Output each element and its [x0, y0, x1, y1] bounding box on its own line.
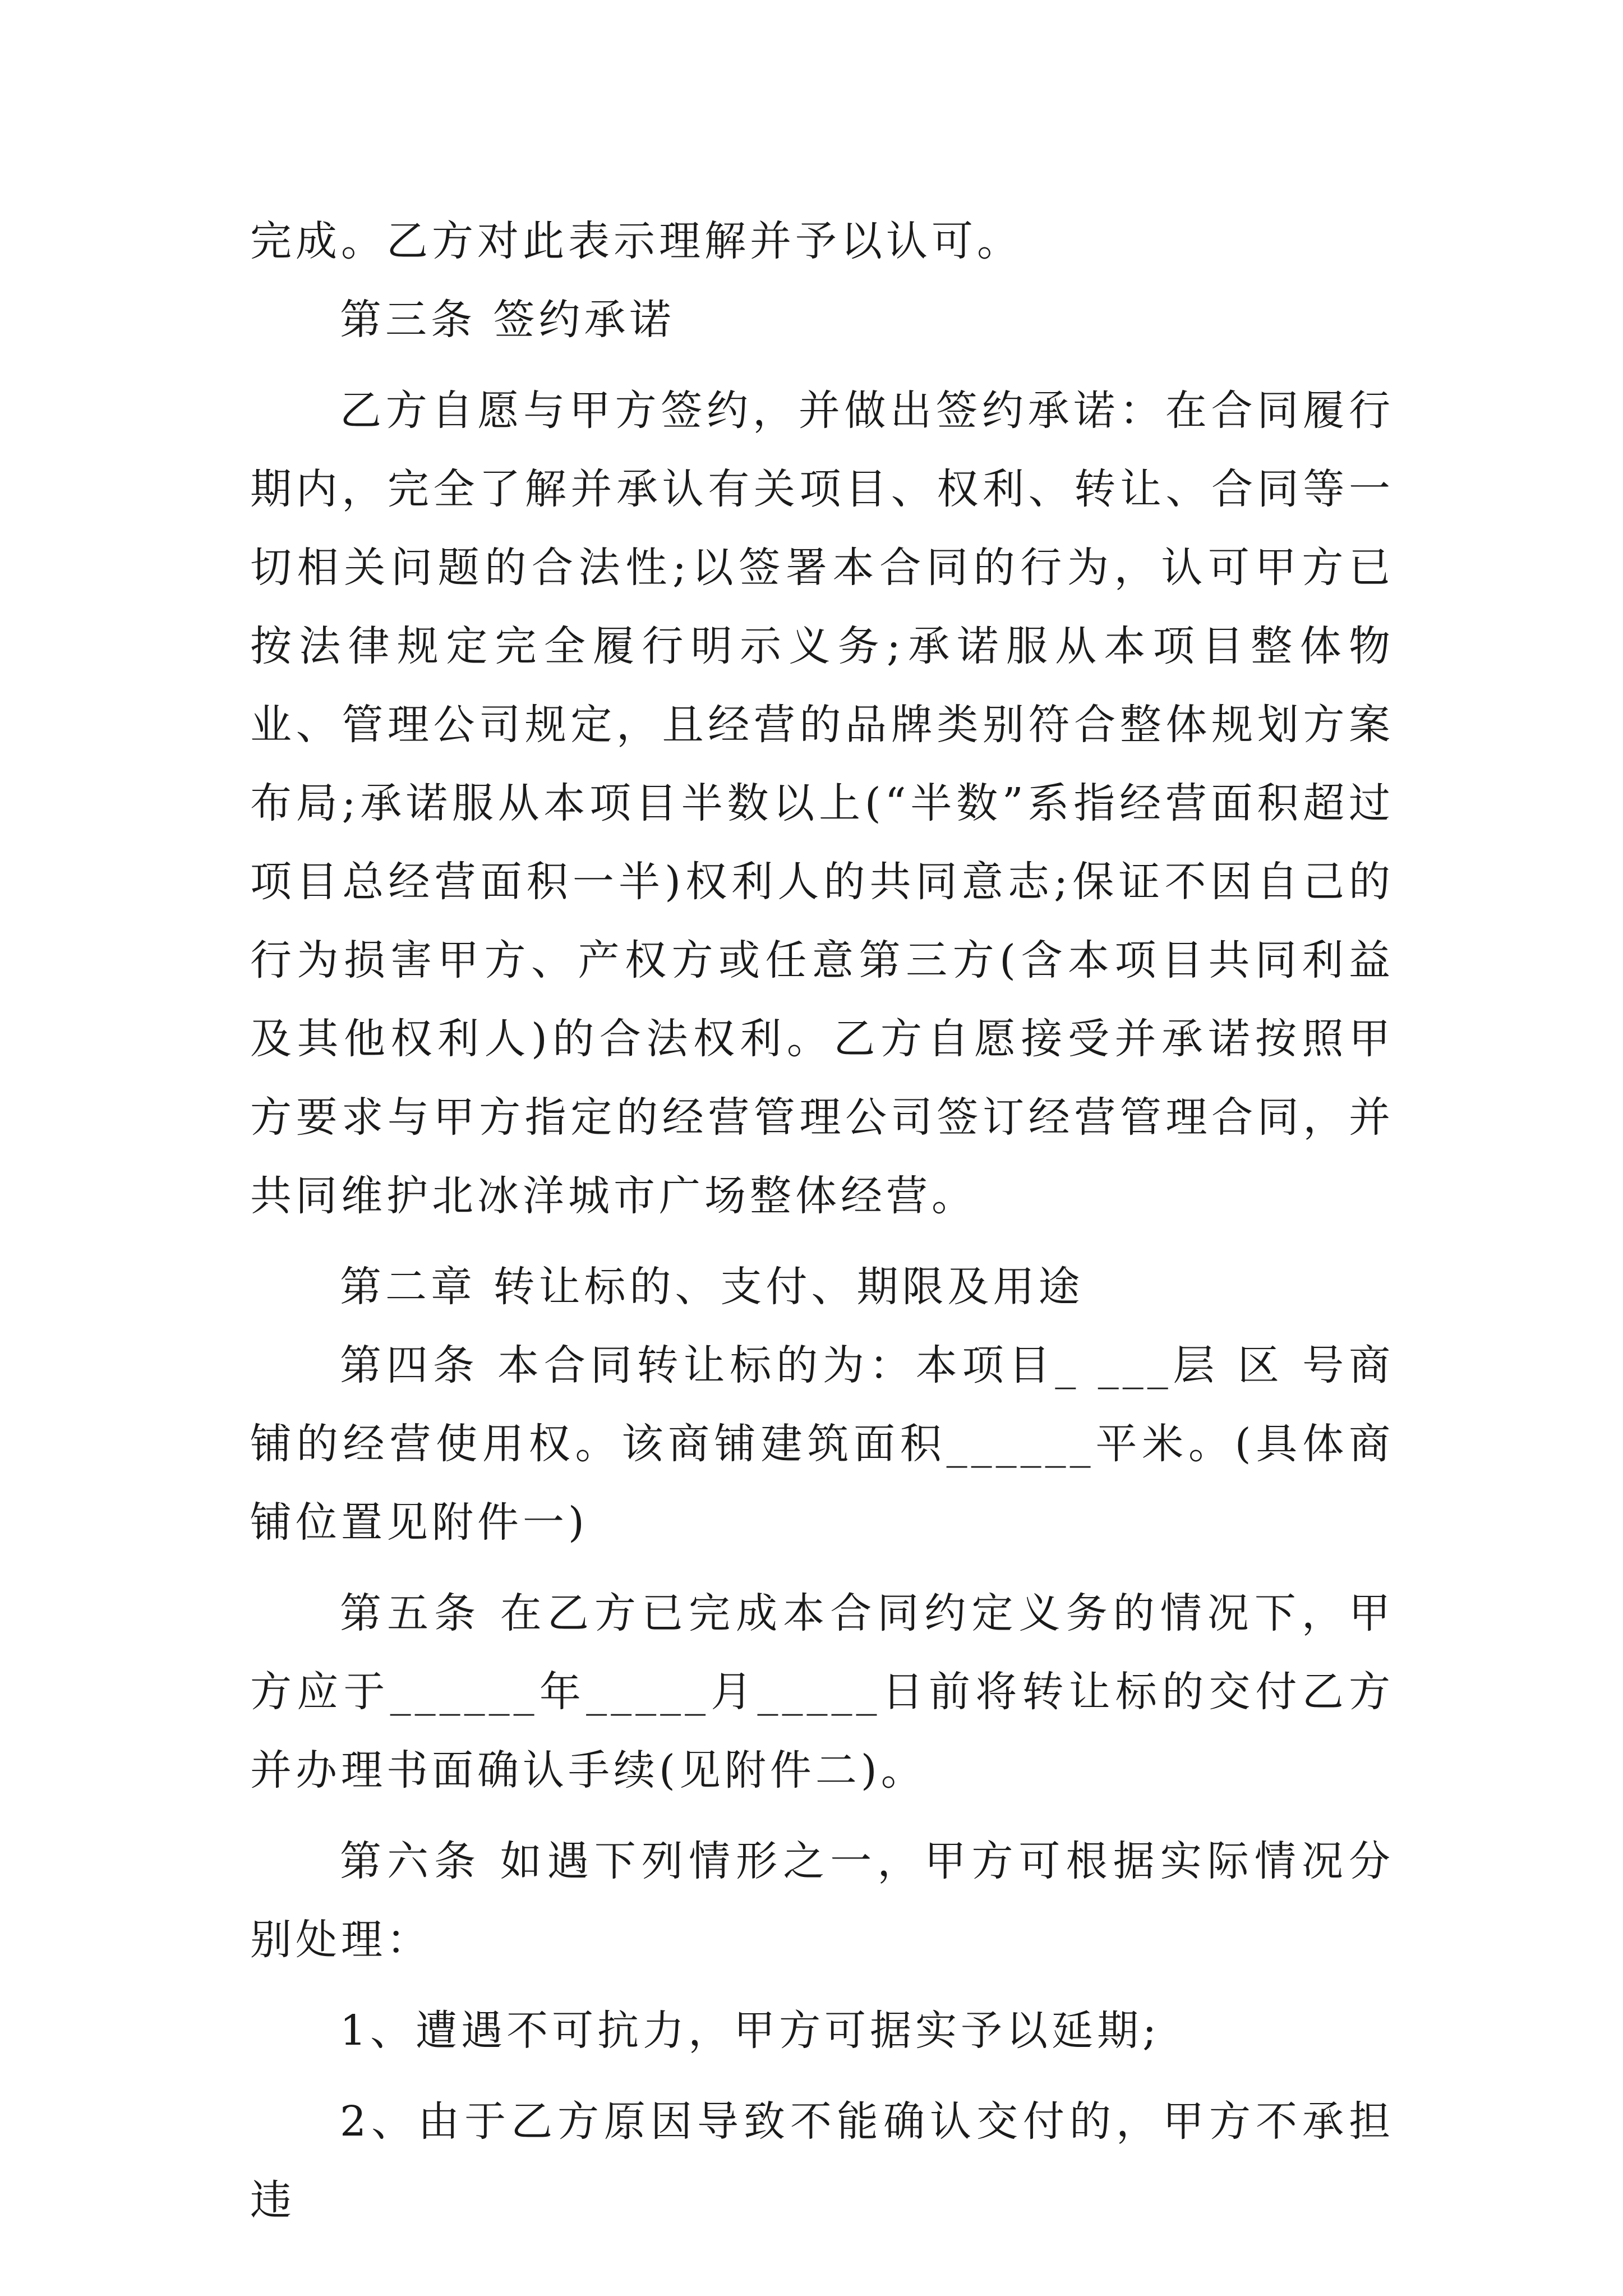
chapter-2-heading: 第二章 转让标的、支付、期限及用途	[340, 1263, 1084, 1311]
list-item-2: 2、由于乙方原因导致不能确认交付的，甲方不承担违	[250, 2097, 1394, 2224]
article-4-paragraph: 第四条 本合同转让标的为：本项目_ ___层 区 号商铺的经营使用权。该商铺建筑面积______平米。(具体商铺位置见附件一)	[250, 1341, 1394, 1547]
article-3-heading: 第三条 签约承诺	[340, 296, 675, 344]
article-5-paragraph: 第五条 在乙方已完成本合同约定义务的情况下，甲方应于______年_____月_____日前将转让标的交付乙方并办理书面确认手续(见附件二)。	[250, 1589, 1394, 1795]
document-body	[250, 202, 1394, 2239]
article-3-paragraph: 乙方自愿与甲方签约，并做出签约承诺：在合同履行期内，完全了解并承认有关项目、权利、转让、合同等一切相关问题的合法性;以签署本合同的行为，认可甲方已按法律规定完全履行明示义务;承诺服从本项目整体物业、管理公司规定，且经营的品牌类别符合整体规划方案布局;承诺服从本项目半数以上(“半数”系指经营面积超过项目总经营面积一半)权利人的共同意志;保证不因自己的行为损害甲方、产权方或任意第三方(含本项目共同利益及其他权利人)的合法权利。乙方自愿接受并承诺按照甲方要求与甲方指定的经营管理公司签订经营管理合同，并共同维护北冰洋城市广场整体经营。	[250, 386, 1394, 1220]
list-item-1: 1、遭遇不可抗力，甲方可据实予以延期;	[340, 2007, 1161, 2055]
paragraph-continuation: 完成。乙方对此表示理解并予以认可。	[250, 217, 1022, 265]
article-6-paragraph: 第六条 如遇下列情形之一，甲方可根据实际情况分别处理：	[250, 1837, 1394, 1964]
